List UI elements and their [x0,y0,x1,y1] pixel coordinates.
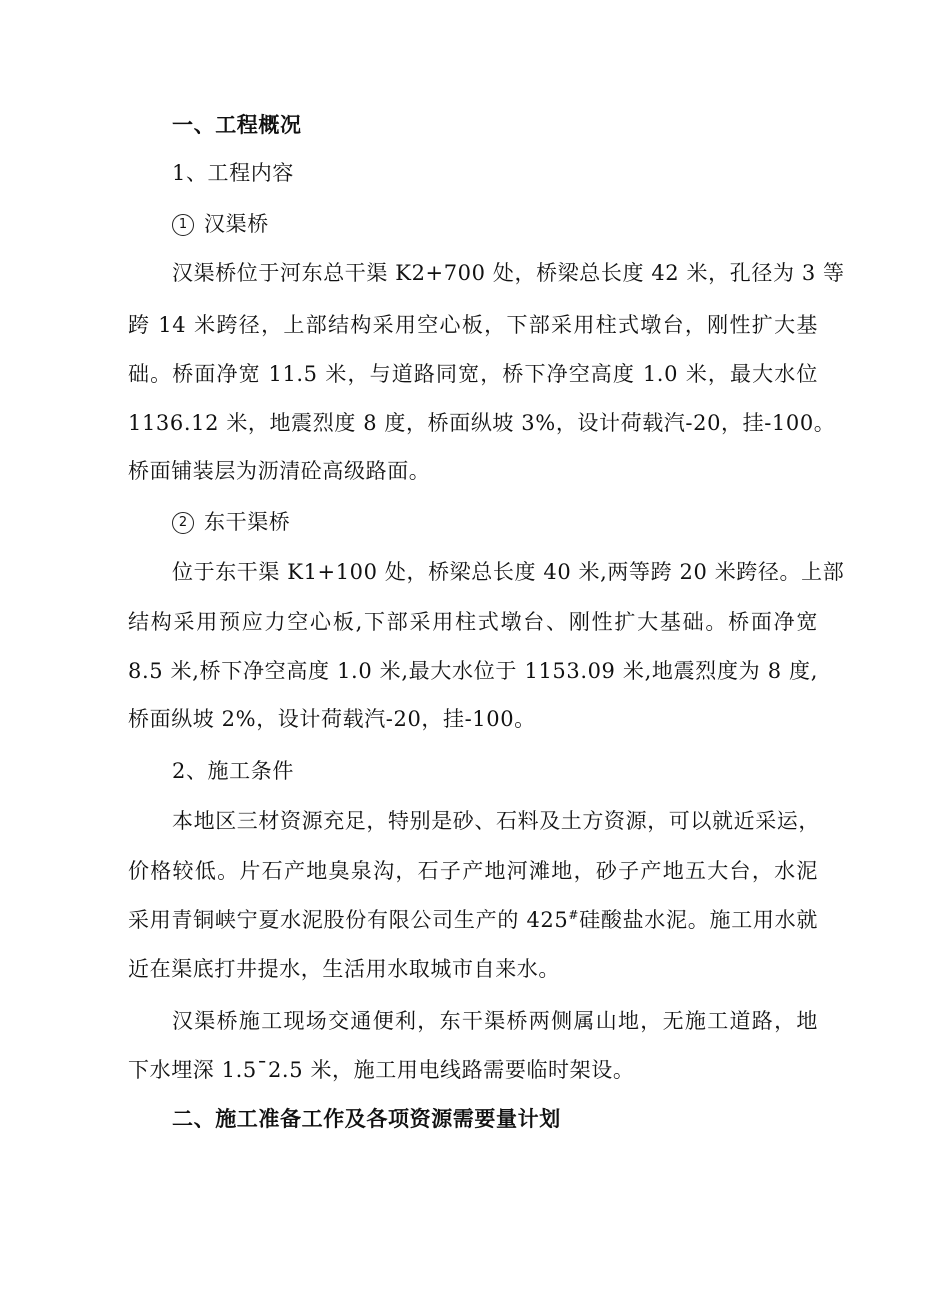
bridge-2-title: 东干渠桥 [204,510,291,534]
bridge-2-title-line [172,507,862,537]
bridge-1-paragraph-line: 础。桥面净宽 11.5 米，与道路同宽，桥下净空高度 1.0 米，最大水位 [128,362,818,386]
bridge-1-paragraph-line: 汉渠桥位于河东总干渠 K2+700 处，桥梁总长度 42 米，孔径为 3 等 [172,261,845,285]
traffic-paragraph-line: 下水埋深 1.5¯2.5 米，施工用电线路需要临时架设。 [128,1058,635,1082]
circled-number-2: 2 [172,512,194,534]
conditions-paragraph-line: 价格较低。片石产地臭泉沟，石子产地河滩地，砂子产地五大台，水泥 [128,859,818,883]
bridge-2-paragraph-line: 结构采用预应力空心板,下部采用柱式墩台、刚性扩大基础。桥面净宽 [128,610,818,634]
traffic-paragraph-line: 汉渠桥施工现场交通便利，东干渠桥两侧属山地，无施工道路，地 [172,1009,818,1033]
conditions-paragraph-line [128,905,818,935]
conditions-text: 硅酸盐水泥。施工用水就 [579,908,818,932]
bridge-2-paragraph-line: 桥面纵坡 2%，设计荷载汽-20，挂-100。 [128,707,536,731]
bridge-2-paragraph-line: 8.5 米,桥下净空高度 1.0 米,最大水位于 1153.09 米,地震烈度为 8 度, [128,659,818,683]
bridge-1-paragraph-line: 桥面铺装层为沥清砼高级路面。 [128,459,431,483]
cement-grade-mark: # [568,908,579,922]
bridge-1-title-line [172,209,862,239]
section-2-heading: 二、施工准备工作及各项资源需要量计划 [172,1107,561,1131]
subsection-1-title: 1、工程内容 [172,161,294,185]
conditions-paragraph-line: 近在渠底打井提水，生活用水取城市自来水。 [128,957,560,981]
bridge-1-title: 汉渠桥 [204,212,269,236]
bridge-1-paragraph-line: 跨 14 米跨径，上部结构采用空心板，下部采用柱式墩台，刚性扩大基 [128,313,818,337]
conditions-paragraph-line: 本地区三材资源充足，特别是砂、石料及土方资源，可以就近采运， [172,809,820,833]
circled-number-1: 1 [172,214,194,236]
conditions-text: 采用青铜峡宁夏水泥股份有限公司生产的 425 [128,908,569,932]
section-1-heading: 一、工程概况 [172,113,302,137]
bridge-1-paragraph-line: 1136.12 米，地震烈度 8 度，桥面纵坡 3%，设计荷载汽-20，挂-100。 [128,411,836,435]
subsection-2-title: 2、施工条件 [172,759,294,783]
bridge-2-paragraph-line: 位于东干渠 K1+100 处，桥梁总长度 40 米,两等跨 20 米跨径。上部 [172,560,845,584]
